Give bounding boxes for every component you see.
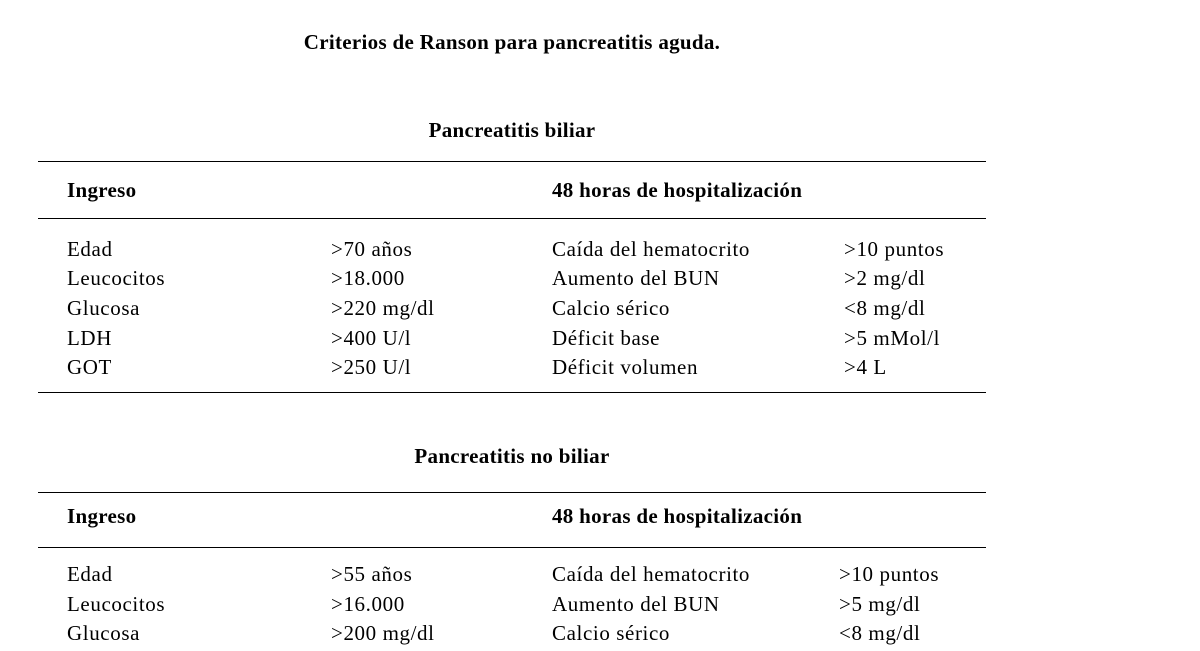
criterion-in: Leucocitos: [67, 592, 166, 616]
value-48h: <8 mg/dl: [844, 296, 926, 320]
table-row: [0, 296, 1000, 326]
criterion-48h: Calcio sérico: [552, 296, 671, 320]
criterion-48h: Aumento del BUN: [552, 266, 720, 290]
value-in: >250 U/l: [331, 355, 412, 379]
value-in: >70 años: [331, 237, 413, 261]
criterion-in: Glucosa: [67, 296, 141, 320]
criterion-in: Edad: [67, 562, 113, 586]
value-48h: >10 puntos: [844, 237, 945, 261]
criterion-48h: Caída del hematocrito: [552, 562, 751, 586]
table-row: [0, 266, 1000, 296]
table-no-biliar-header-ingreso: Ingreso: [67, 504, 137, 528]
value-in: >18.000: [331, 266, 405, 290]
table-biliar-header-48h: 48 horas de hospitalización: [552, 178, 803, 202]
document-title: Criterios de Ranson para pancreatitis aguda.: [303, 30, 721, 54]
criterion-in: LDH: [67, 326, 112, 350]
value-in: >400 U/l: [331, 326, 412, 350]
table-row: [0, 606, 1000, 645]
table-biliar-title: Pancreatitis biliar: [428, 118, 596, 142]
value-48h: <8 mg/dl: [839, 621, 921, 645]
table-biliar-header-rule: [38, 218, 986, 219]
criterion-48h: Déficit volumen: [552, 355, 699, 379]
criterion-48h: Calcio sérico: [552, 621, 671, 645]
table-no-biliar-header-48h: 48 horas de hospitalización: [552, 504, 803, 528]
value-48h: >2 mg/dl: [844, 266, 926, 290]
table-row: [0, 562, 1000, 592]
value-48h: >5 mg/dl: [839, 592, 921, 616]
value-48h: >10 puntos: [839, 562, 940, 586]
value-in: >220 mg/dl: [331, 296, 435, 320]
value-48h: >4 L: [844, 355, 887, 379]
table-row: [0, 326, 1000, 356]
table-no-biliar-header-rule: [38, 547, 986, 548]
value-in: >200 mg/dl: [331, 621, 435, 645]
criterion-in: GOT: [67, 355, 112, 379]
criterion-48h: Aumento del BUN: [552, 592, 720, 616]
table-row: [0, 355, 1000, 385]
table-no-biliar-top-rule: [38, 492, 986, 493]
table-biliar-bottom-rule: [38, 392, 986, 393]
criterion-in: Edad: [67, 237, 113, 261]
value-in: >55 años: [331, 562, 413, 586]
table-no-biliar-title: Pancreatitis no biliar: [414, 444, 610, 468]
value-48h: >5 mMol/l: [844, 326, 941, 350]
table-row: [0, 237, 1000, 267]
value-in: >16.000: [331, 592, 405, 616]
criterion-48h: Caída del hematocrito: [552, 237, 751, 261]
table-biliar-header-ingreso: Ingreso: [67, 178, 137, 202]
criterion-in: Leucocitos: [67, 266, 166, 290]
criterion-in: Glucosa: [67, 621, 141, 645]
table-biliar-top-rule: [38, 161, 986, 162]
criterion-48h: Déficit base: [552, 326, 661, 350]
